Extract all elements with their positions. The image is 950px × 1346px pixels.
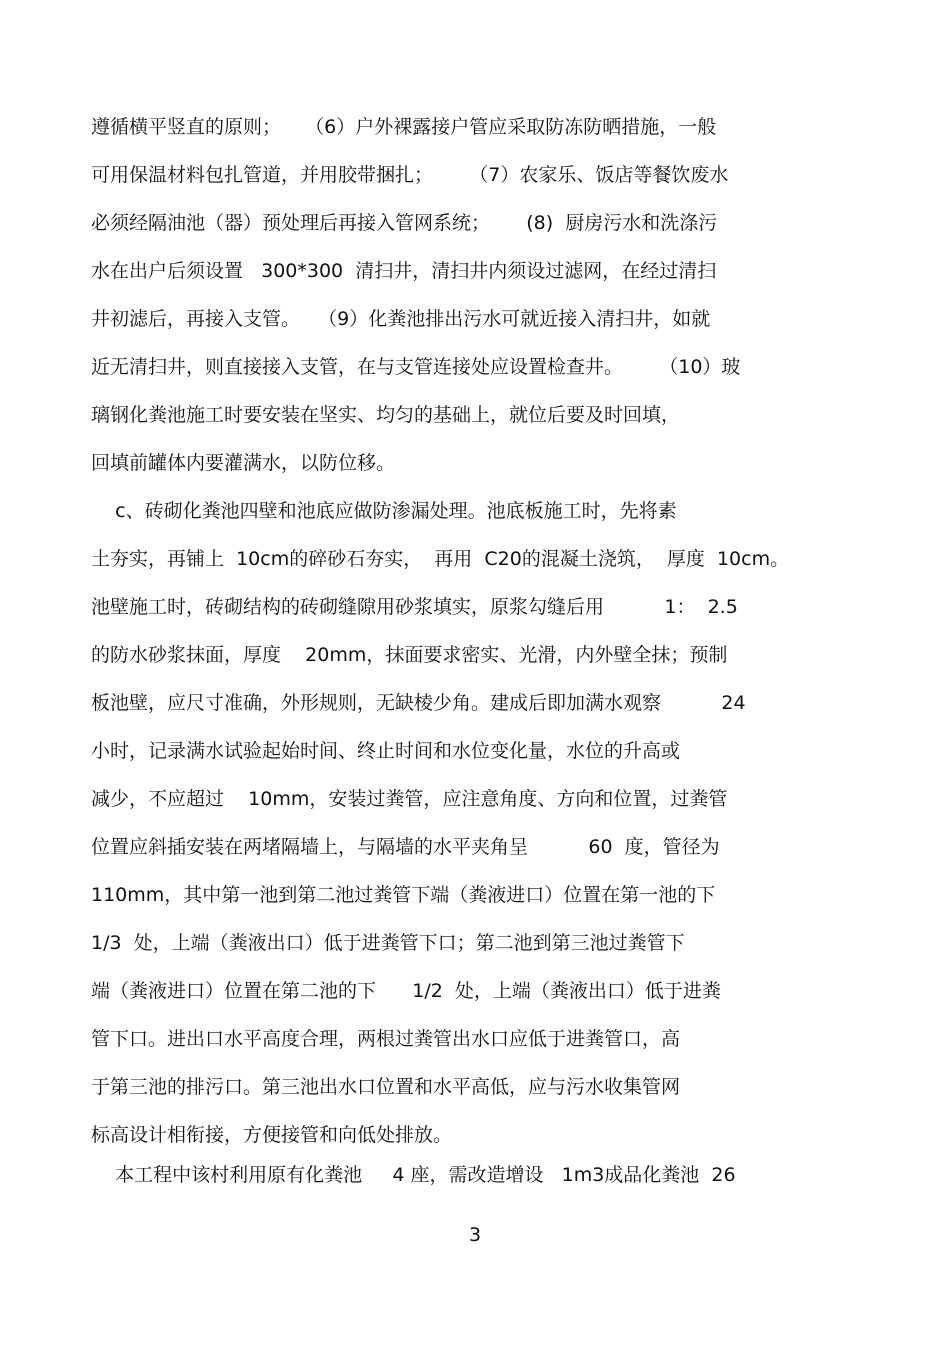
text-line: 可用保温材料包扎管道，并用胶带捆扎； （7）农家乐、饭店等餐饮废水 xyxy=(91,164,729,186)
text-line: 必须经隔油池（器）预处理后再接入管网系统； (8) 厨房污水和洗涤污 xyxy=(91,212,718,234)
paragraph-start-line: c、砖砌化粪池四壁和池底应做防渗漏处理。池底板施工时，先将素 xyxy=(91,500,677,522)
text-line: 110mm，其中第一池到第二池过粪管下端（粪液进口）位置在第一池的下 xyxy=(91,884,716,906)
text-line: 遵循横平竖直的原则； （6）户外裸露接户管应采取防冻防晒措施，一般 xyxy=(91,116,717,138)
text-line: 1/3 处，上端（粪液出口）低于进粪管下口；第二池到第三池过粪管下 xyxy=(91,932,685,954)
text-line: 璃钢化粪池施工时要安装在坚实、均匀的基础上，就位后要及时回填， xyxy=(91,404,681,426)
text-line: 端（粪液进口）位置在第二池的下 1/2 处，上端（粪液出口）低于进粪 xyxy=(91,980,721,1002)
paragraph-start-line: 本工程中该村利用原有化粪池 4 座，需改造增设 1m3成品化粪池 26 xyxy=(91,1164,736,1186)
text-line: 土夯实，再铺上 10cm的碎砂石夯实， 再用 C20的混凝土浇筑， 厚度 10cm。 xyxy=(91,548,790,570)
text-line: 板池壁，应尺寸准确，外形规则，无缺棱少角。建成后即加满水观察 24 xyxy=(91,692,746,714)
text-line: 小时，记录满水试验起始时间、终止时间和水位变化量，水位的升高或 xyxy=(91,740,681,762)
text-line: 水在出户后须设置 300*300 清扫井，清扫井内须设过滤网，在经过清扫 xyxy=(91,260,717,282)
text-line: 减少，不应超过 10mm，安装过粪管，应注意角度、方向和位置，过粪管 xyxy=(91,788,728,810)
text-line: 的防水砂浆抹面，厚度 20mm，抹面要求密实、光滑，内外壁全抹；预制 xyxy=(91,644,728,666)
page-number: 3 xyxy=(468,1224,482,1246)
text-line: 管下口。进出口水平高度合理，两根过粪管出水口应低于进粪管口，高 xyxy=(91,1028,681,1050)
text-line: 近无清扫井，则直接接入支管，在与支管连接处应设置检查井。 （10）玻 xyxy=(91,356,741,378)
text-line: 标高设计相衔接，方便接管和向低处排放。 xyxy=(91,1124,453,1146)
text-line: 池壁施工时，砖砌结构的砖砌缝隙用砂浆填实，原浆勾缝后用 1： 2.5 xyxy=(91,596,738,618)
text-line: 井初滤后，再接入支管。 （9）化粪池排出污水可就近接入清扫井，如就 xyxy=(91,308,711,330)
text-line: 位置应斜插安装在两堵隔墙上，与隔墙的水平夹角呈 60 度，管径为 xyxy=(91,836,720,858)
text-line: 回填前罐体内要灌满水，以防位移。 xyxy=(91,452,396,474)
text-line: 于第三池的排污口。第三池出水口位置和水平高低，应与污水收集管网 xyxy=(91,1076,681,1098)
